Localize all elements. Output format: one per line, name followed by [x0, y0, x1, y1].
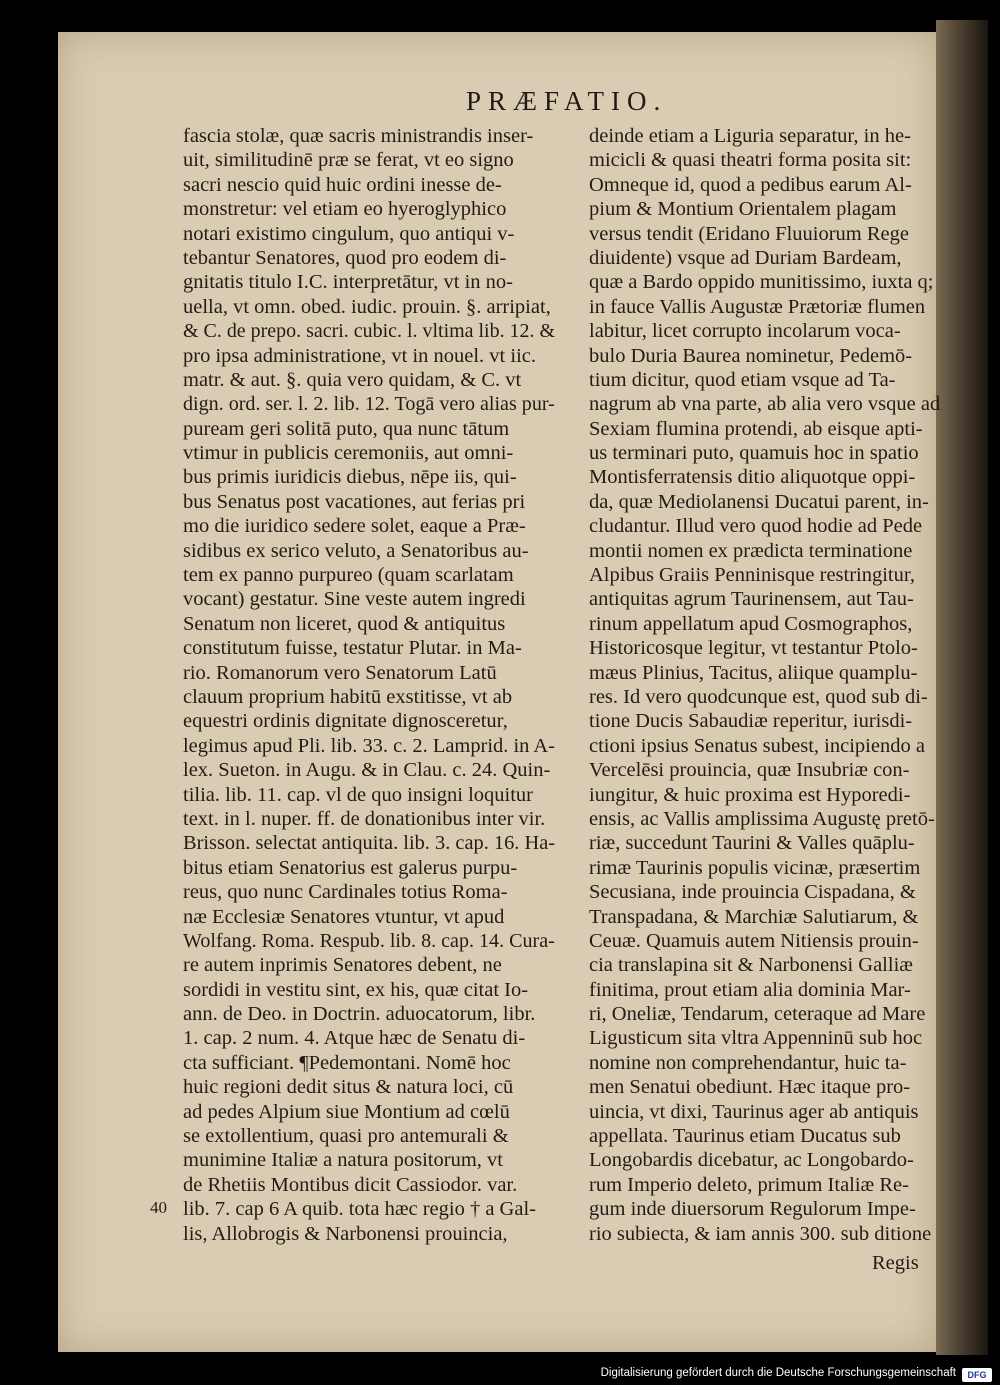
text-line: puream geri solitā puto, qua nunc tātum: [183, 417, 510, 440]
text-line: Montisferratensis ditio aliquotque oppi-: [589, 466, 916, 489]
text-line: ann. de Deo. in Doctrin. aduocatorum, libr.: [183, 1003, 536, 1026]
text-line: Transpadana, & Marchiæ Salutiarum, &: [589, 905, 919, 928]
text-line: appellata. Taurinus etiam Ducatus sub: [589, 1125, 901, 1148]
text-line: næ Ecclesiæ Senatores vtuntur, vt apud: [183, 905, 505, 928]
text-line: legimus apud Pli. lib. 33. c. 2. Lamprid. in A-: [183, 734, 555, 757]
catchword: Regis: [872, 1252, 919, 1274]
text-line: vtimur in publicis ceremoniis, aut omni-: [183, 442, 514, 465]
text-line: men Senatui obediunt. Hæc itaque pro-: [589, 1076, 911, 1099]
text-line: bitus etiam Senatorius est galerus purpu-: [183, 856, 518, 879]
text-line: bulo Duria Baurea nominetur, Pedemō-: [589, 344, 913, 367]
text-line: deinde etiam a Liguria separatur, in he-: [589, 125, 911, 147]
text-line: nomine non comprehendantur, huic ta-: [589, 1051, 907, 1074]
text-line: ensis, ac Vallis amplissima Augustę pretō-: [589, 807, 935, 830]
text-line: tebantur Senatores, quod pro eodem di-: [183, 246, 507, 269]
funding-credit: Digitalisierung gefördert durch die Deutsche Forschungsgemeinschaft: [600, 1367, 956, 1379]
text-line: montii nomen ex prædicta terminatione: [589, 539, 913, 562]
text-line: Senatum non liceret, quod & antiquitus: [183, 612, 506, 635]
text-line: re autem inprimis Senatores debent, ne: [183, 954, 502, 977]
text-line: & C. de prepo. sacri. cubic. l. vltima lib. 12. &: [183, 320, 556, 343]
text-line: pium & Montium Orientalem plagam: [589, 198, 897, 221]
text-line: Wolfang. Roma. Respub. lib. 8. cap. 14. Cura-: [183, 929, 555, 952]
text-line: ad pedes Alpium siue Montium ad cœlū: [183, 1100, 510, 1123]
text-line: sacri nescio quid huic ordini inesse de-: [183, 173, 502, 196]
text-line: se extollentium, quasi pro antemurali &: [183, 1125, 509, 1148]
text-line: equestri ordinis dignitate dignosceretur,: [183, 710, 508, 733]
text-line: in fauce Vallis Augustæ Prætoriæ flumen: [589, 295, 926, 318]
text-line: text. in l. nuper. ff. de donationibus inter vir.: [183, 807, 546, 830]
text-line: uincia, vt dixi, Taurinus ager ab antiquis: [589, 1100, 919, 1123]
text-line: bus Senatus post vacationes, aut ferias pri: [183, 490, 526, 513]
text-line: res. Id vero quodcunque est, quod sub di-: [589, 685, 928, 708]
text-line: labitur, licet corrupto incolarum voca-: [589, 320, 901, 343]
text-line: bus primis iuridicis diebus, nēpe iis, qui-: [183, 466, 517, 489]
text-line: dign. ord. ser. l. 2. lib. 12. Togā vero alias pur-: [183, 393, 555, 416]
text-line: micicli & quasi theatri forma posita sit:: [589, 149, 912, 172]
text-line: tilia. lib. 11. cap. vl de quo insigni loquitur: [183, 783, 533, 806]
text-line: cludantur. Illud vero quod hodie ad Pede: [589, 515, 923, 538]
text-line: huic regioni dedit situs & natura loci, cū: [183, 1076, 514, 1099]
text-line: munimine Italiæ a natura positorum, vt: [183, 1149, 503, 1172]
text-line: uella, vt omn. obed. iudic. prouin. §. arripiat,: [183, 295, 551, 318]
text-line: rio subiecta, & iam annis 300. sub ditione: [589, 1222, 932, 1245]
text-line: cia translapina sit & Narbonensi Galliæ: [589, 954, 913, 977]
text-line: gnitatis titulo I.C. interpretātur, vt in no-: [183, 271, 513, 294]
text-line: da, quæ Mediolanensi Ducatui parent, in-: [589, 490, 929, 513]
text-line: diuidente) vsque ad Duriam Bardeam,: [589, 246, 902, 269]
text-line: pro ipsa administratione, vt in nouel. vt iic.: [183, 344, 536, 367]
text-line: reus, quo nunc Cardinales totius Roma-: [183, 881, 508, 904]
text-line: clauum proprium habitū exstitisse, vt ab: [183, 685, 513, 708]
text-line: Secusiana, inde prouincia Cispadana, &: [589, 881, 916, 904]
text-line: lis, Allobrogis & Narbonensi prouincia,: [183, 1222, 508, 1245]
left-column: [183, 124, 555, 1246]
text-line: vocant) gestatur. Sine veste autem ingredi: [183, 588, 526, 611]
running-head: PRÆFATIO.: [466, 86, 668, 116]
right-column: [589, 124, 961, 1246]
text-line: sordidi in vestitu sint, ex his, quæ citat Io-: [183, 978, 529, 1001]
text-line: ctioni ipsius Senatus subest, incipiendo a: [589, 734, 925, 757]
text-line: riæ, succedunt Taurini & Valles quāplu-: [589, 832, 915, 855]
text-line: rum Imperio deleto, primum Italiæ Re-: [589, 1173, 909, 1196]
text-line: versus tendit (Eridano Fluuiorum Rege: [589, 222, 909, 245]
text-line: tem ex panno purpureo (quam scarlatam: [183, 564, 514, 587]
text-line: mo die iuridico sedere solet, eaque a Præ-: [183, 515, 526, 538]
text-line: lib. 7. cap 6 A quib. tota hæc regio † a Gal-: [183, 1198, 536, 1221]
text-line: iungitur, & huic proxima est Hyporedi-: [589, 783, 911, 806]
text-line: matr. & aut. §. quia vero quidam, & C. vt: [183, 368, 522, 391]
text-line: quæ a Bardo oppido munitissimo, iuxta q;: [589, 271, 934, 294]
text-line: constitutum fuisse, testatur Plutar. in Ma-: [183, 637, 522, 660]
text-line: notari existimo cingulum, quo antiqui v-: [183, 222, 515, 245]
text-line: antiquitas agrum Taurinensem, aut Tau-: [589, 588, 914, 611]
text-line: 1. cap. 2 num. 4. Atque hæc de Senatu di-: [183, 1027, 526, 1050]
text-line: Alpibus Graiis Penninisque restringitur,: [589, 564, 916, 587]
text-line: tione Ducis Sabaudiæ reperitur, iurisdi-: [589, 710, 913, 733]
text-line: rinum appellatum apud Cosmographos,: [589, 612, 913, 635]
footer-bar: [0, 1366, 1000, 1385]
text-line: Brisson. selectat antiquita. lib. 3. cap. 16. Ha-: [183, 832, 556, 855]
text-line: Omneque id, quod a pedibus earum Al-: [589, 173, 912, 196]
text-line: cta sufficiant. ¶Pedemontani. Nomē hoc: [183, 1051, 511, 1074]
text-line: Ligusticum sita vltra Appenninū sub hoc: [589, 1027, 923, 1050]
text-line: finitima, prout etiam alia dominia Mar-: [589, 978, 911, 1001]
text-line: gum inde diuersorum Regulorum Impe-: [589, 1198, 916, 1221]
text-line: rimæ Taurinis populis vicinæ, præsertim: [589, 856, 921, 879]
text-line: fascia stolæ, quæ sacris ministrandis inser-: [183, 125, 534, 147]
text-line: de Rhetiis Montibus dicit Cassiodor. var.: [183, 1173, 518, 1196]
text-line: sidibus ex serico veluto, a Senatoribus au-: [183, 539, 529, 562]
dfg-logo: DFG: [962, 1368, 992, 1382]
text-line: rio. Romanorum vero Senatorum Latū: [183, 661, 497, 684]
text-line: us terminari puto, quamuis hoc in spatio: [589, 442, 919, 465]
text-line: Vercelēsi prouincia, quæ Insubriæ con-: [589, 759, 910, 782]
text-line: tium dicitur, quod etiam vsque ad Ta-: [589, 368, 896, 391]
text-line: uit, similitudinē præ se ferat, vt eo signo: [183, 149, 514, 172]
text-line: Historicosque legitur, vt testantur Ptolo-: [589, 637, 918, 660]
text-line: Longobardis dicebatur, ac Longobardo-: [589, 1149, 914, 1172]
text-line: lex. Sueton. in Augu. & in Clau. c. 24. Quin-: [183, 759, 551, 782]
line-number-marker: 40: [150, 1198, 167, 1217]
text-line: Ceuæ. Quamuis autem Nitiensis prouin-: [589, 929, 919, 952]
text-line: mæus Plinius, Tacitus, aliique quamplu-: [589, 661, 918, 684]
text-line: Sexiam flumina protendi, ab eisque apti-: [589, 417, 923, 440]
text-line: nagrum ab vna parte, ab alia vero vsque ad: [589, 393, 941, 416]
text-line: monstretur: vel etiam eo hyeroglyphico: [183, 198, 507, 221]
text-line: ri, Oneliæ, Tendarum, ceteraque ad Mare: [589, 1003, 926, 1026]
